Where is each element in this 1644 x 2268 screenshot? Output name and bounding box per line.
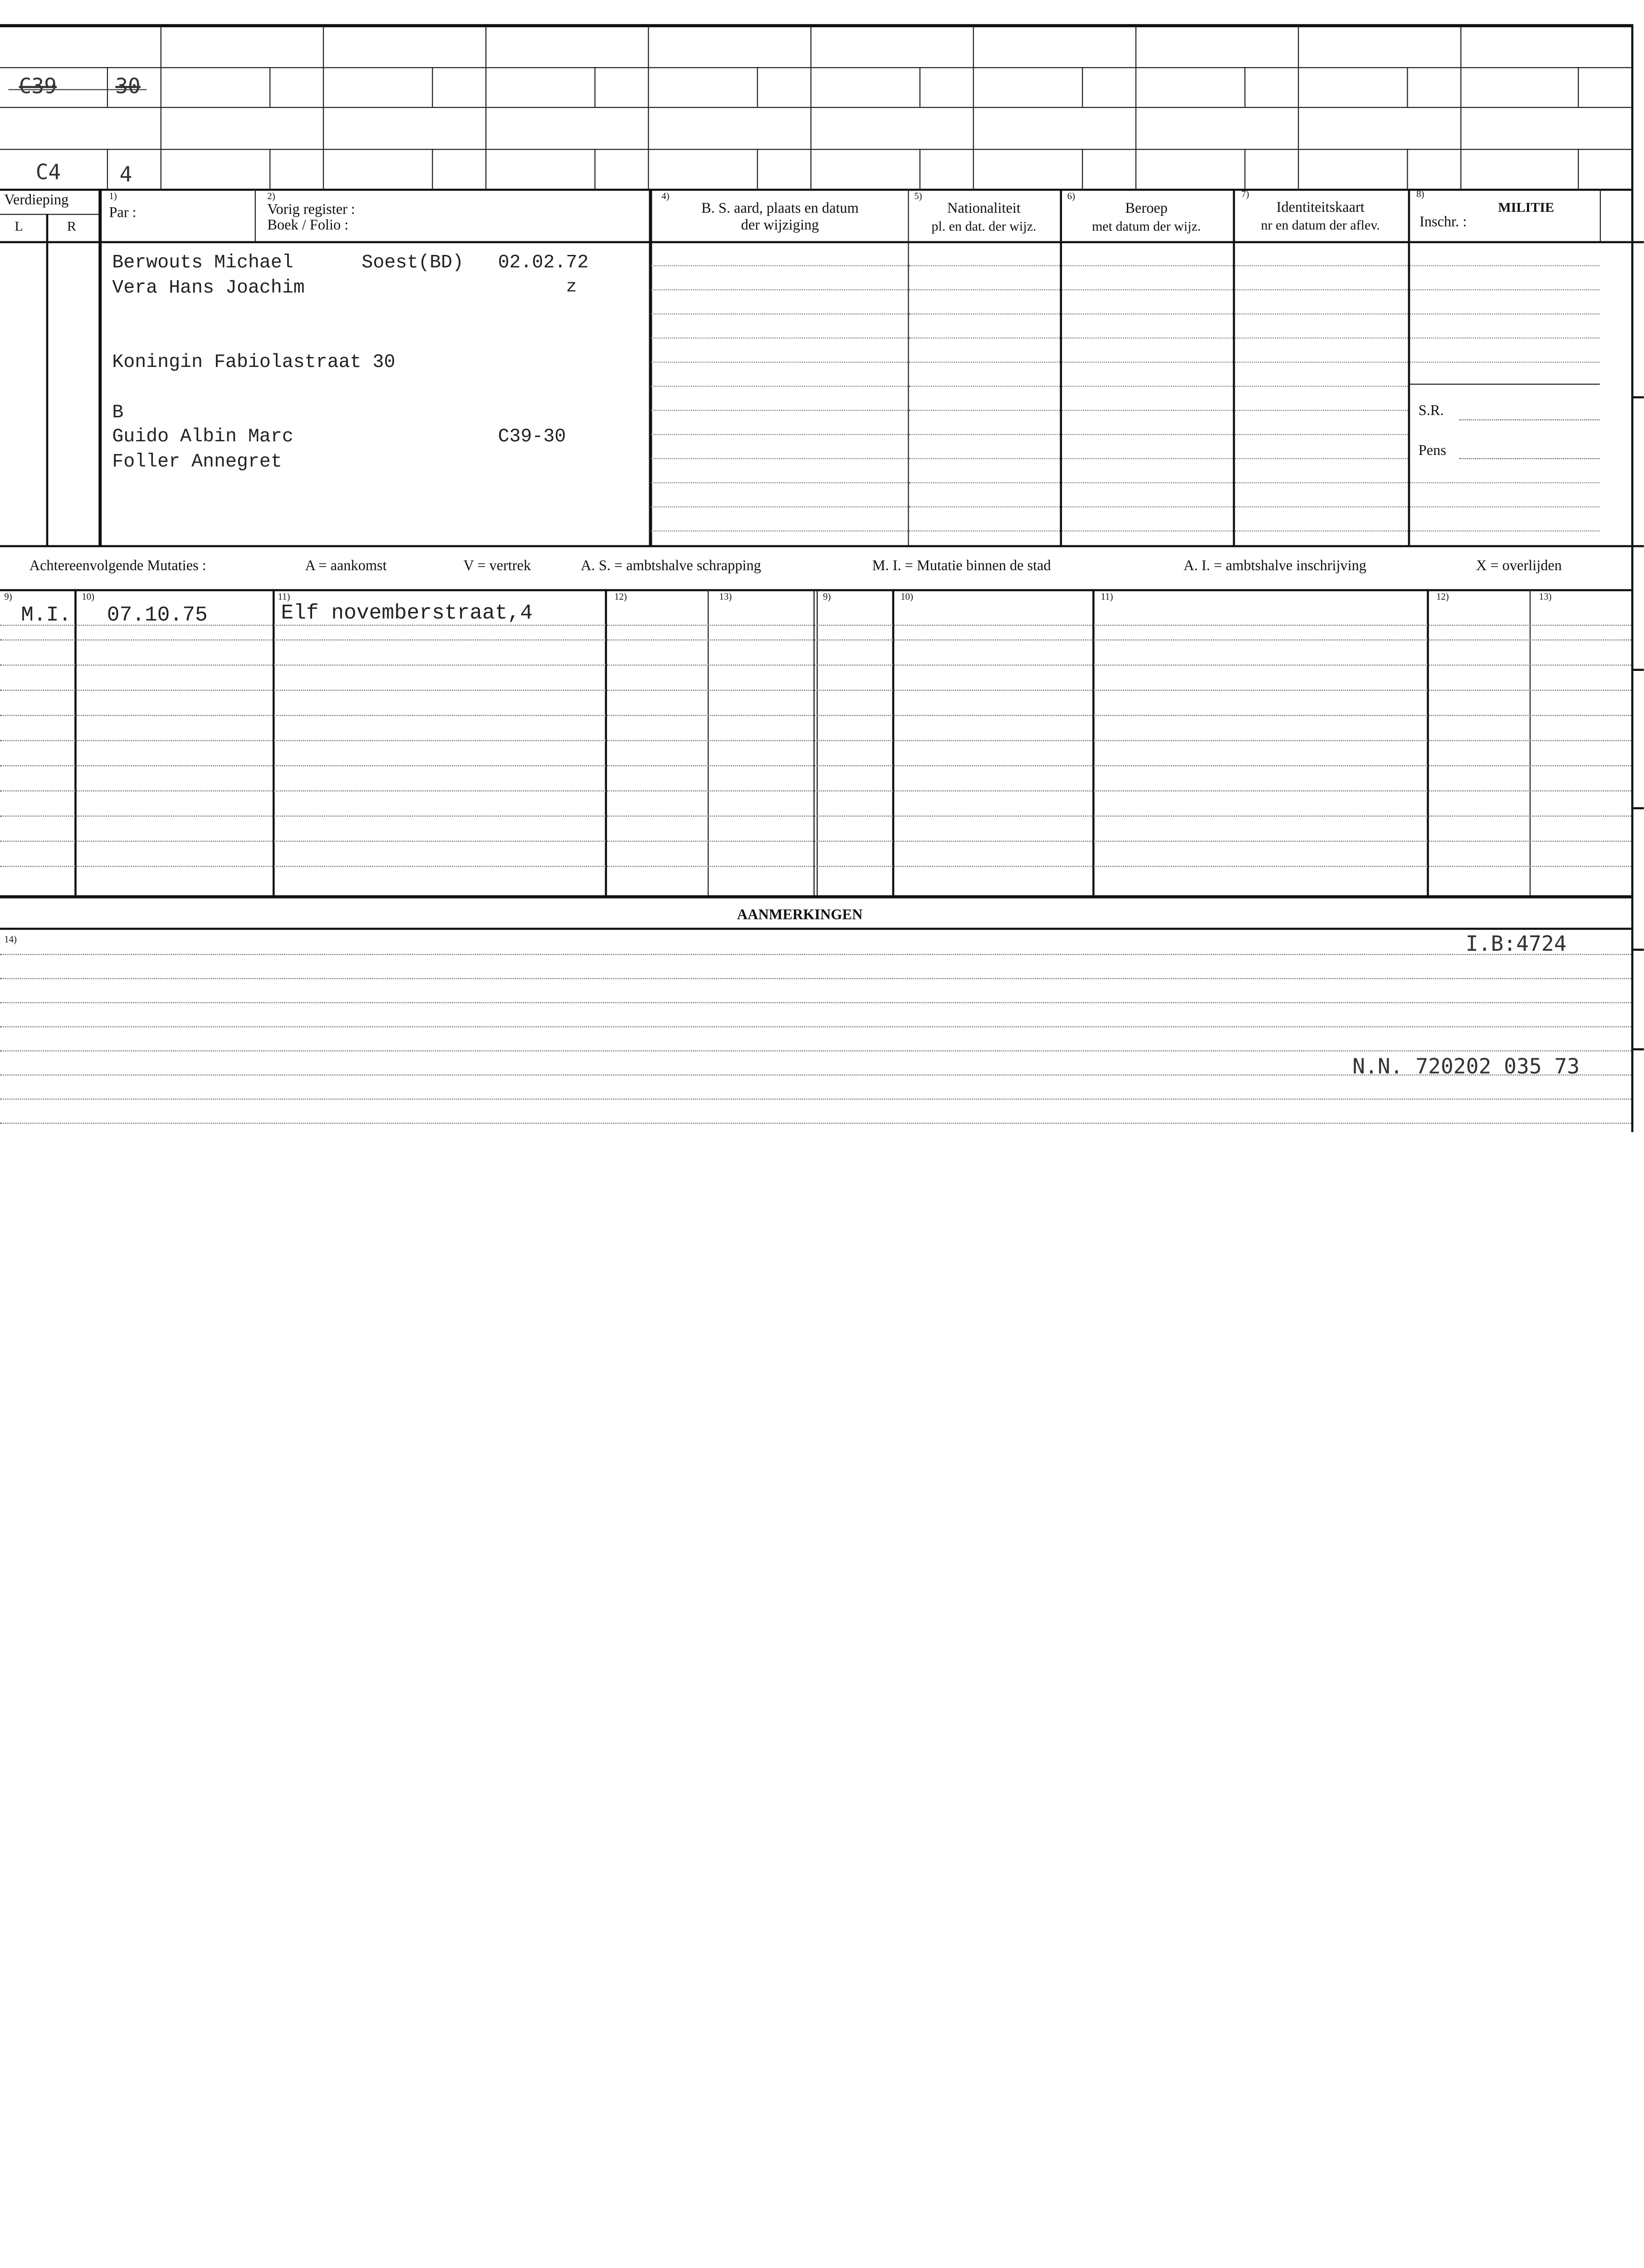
grid-line: [1530, 589, 1531, 895]
nat-number: 5): [914, 191, 922, 201]
ruled-line: [1062, 530, 1233, 531]
ruled-line: [1062, 482, 1233, 483]
col9-number: 9): [4, 591, 12, 602]
col9b-number: 9): [823, 591, 831, 602]
ruled-line: [1062, 410, 1233, 411]
grid-line: [908, 189, 909, 546]
beroep-number: 6): [1067, 191, 1075, 201]
sr-label: S.R.: [1418, 403, 1444, 420]
new-code: C4: [35, 159, 61, 185]
col12-number: 12): [614, 591, 627, 602]
grid-line: [1298, 26, 1299, 189]
legend-internal-move: M. I. = Mutatie binnen de stad: [872, 558, 1051, 575]
grid-line: [0, 107, 1631, 108]
bs-header: [652, 201, 908, 235]
legend-ex-officio-removal: A. S. = ambtshalve schrapping: [581, 558, 761, 575]
grid-line: [1600, 189, 1601, 241]
ruled-line: [1235, 434, 1408, 435]
legend-death: X = overlijden: [1476, 558, 1562, 575]
col10-number: 10): [82, 591, 94, 602]
ruled-line: [0, 690, 1631, 691]
ruled-line: [0, 978, 1631, 979]
ruled-line: [909, 289, 1060, 290]
grid-line: [0, 189, 1631, 191]
ruled-line: [1062, 265, 1233, 266]
ruled-line: [1410, 265, 1600, 266]
grid-line: [810, 26, 811, 189]
edge-tick: [1634, 948, 1644, 951]
right-label: R: [67, 218, 76, 234]
ruled-line: [1062, 337, 1233, 338]
id-header-line1: Identiteitskaart: [1276, 200, 1365, 216]
section-bottom: [0, 545, 1631, 547]
person-birthdate: 02.02.72: [498, 252, 589, 274]
ruled-line: [0, 740, 1631, 741]
nat-header: [908, 201, 1060, 235]
col13-number: 13): [719, 591, 732, 602]
grid-line: [1460, 26, 1461, 189]
mutation-date: 07.10.75: [107, 604, 208, 628]
person-status: B: [112, 402, 124, 424]
pens-label: Pens: [1418, 443, 1446, 459]
person-address: Koningin Fabiolastraat 30: [112, 352, 396, 373]
col13b-number: 13): [1539, 591, 1552, 602]
ruled-line: [651, 313, 908, 314]
vorig-register-label: Vorig register :: [267, 202, 355, 218]
militie-label: MILITIE: [1498, 199, 1554, 215]
grid-line: [269, 149, 270, 189]
grid-line: [1244, 67, 1245, 107]
card-right-edge: [1631, 24, 1634, 1132]
grid-line: [273, 589, 275, 895]
ruled-line: [909, 337, 1060, 338]
grid-line: [649, 189, 652, 546]
ruled-line: [1062, 434, 1233, 435]
grid-line: [98, 189, 102, 546]
grid-line: [1082, 149, 1083, 189]
remarks-title: AANMERKINGEN: [737, 908, 863, 924]
ruled-line: [1235, 506, 1408, 507]
ruled-line: [1235, 313, 1408, 314]
militie-divider: [1410, 384, 1600, 385]
ruled-line: [0, 625, 1631, 626]
ruled-line: [651, 506, 908, 507]
ruled-line: [0, 765, 1631, 766]
ruled-line: [1410, 289, 1600, 290]
ruled-line: [1410, 530, 1600, 531]
grid-line: [813, 589, 817, 895]
grid-line: [757, 67, 758, 107]
ruled-line: [0, 1002, 1631, 1003]
grid-line: [1578, 149, 1579, 189]
col12b-number: 12): [1436, 591, 1449, 602]
ruled-line: [651, 265, 908, 266]
national-number: N.N. 720202 035 73: [1352, 1053, 1580, 1079]
grid-line: [432, 67, 433, 107]
grid-line: [0, 149, 1631, 150]
ruled-line: [1235, 265, 1408, 266]
nat-header-line1: Nationaliteit: [947, 201, 1021, 217]
grid-line: [1092, 589, 1095, 895]
ruled-line: [1235, 337, 1408, 338]
grid-line: [1135, 26, 1136, 189]
ruled-line: [651, 289, 908, 290]
ruled-line: [909, 265, 1060, 266]
vorig-number: 2): [267, 191, 275, 201]
ib-reference: I.B:4724: [1465, 931, 1567, 956]
grid-line: [269, 67, 270, 107]
ruled-line: [1235, 530, 1408, 531]
col11-number: 11): [278, 591, 290, 602]
col11b-number: 11): [1101, 591, 1113, 602]
remarks-number: 14): [4, 934, 17, 945]
mutation-address: Elf novemberstraat,4: [281, 601, 533, 626]
person-birthplace: Soest(BD): [362, 252, 464, 274]
bs-header-line1: B. S. aard, plaats en datum: [701, 201, 859, 217]
grid-line: [1578, 67, 1579, 107]
grid-line: [757, 149, 758, 189]
ruled-line: [651, 410, 908, 411]
ruled-line: [0, 866, 1631, 867]
id-header: [1233, 200, 1408, 234]
ruled-line: [909, 313, 1060, 314]
legend-arrival: A = aankomst: [305, 558, 387, 575]
ruled-line: [909, 506, 1060, 507]
legend-ex-officio-registration: A. I. = ambtshalve inschrijving: [1184, 558, 1366, 575]
grid-line: [605, 589, 607, 895]
father-name: Guido Albin Marc: [112, 426, 294, 448]
ruled-line: [651, 458, 908, 459]
ruled-line: [0, 790, 1631, 791]
grid-line: [107, 149, 108, 189]
legend-departure: V = vertrek: [463, 558, 531, 575]
grid-line: [0, 214, 100, 215]
edge-tick: [1634, 807, 1644, 809]
ruled-line: [0, 1099, 1631, 1100]
inschr-label: Inschr. :: [1419, 215, 1467, 231]
par-number: 1): [109, 191, 117, 201]
ruled-line: [1235, 289, 1408, 290]
edge-tick: [1634, 241, 1644, 244]
grid-line: [74, 589, 77, 895]
legend-title: Achtereenvolgende Mutaties :: [29, 558, 206, 575]
beroep-header-line1: Beroep: [1125, 201, 1168, 217]
grid-line: [485, 26, 486, 189]
beroep-header-line2: met datum der wijz.: [1091, 218, 1201, 234]
father-reference: C39-30: [498, 426, 566, 448]
id-number: 7): [1241, 188, 1249, 200]
ruled-line: [0, 715, 1631, 716]
edge-tick: [1634, 669, 1644, 671]
beroep-header: [1060, 201, 1233, 235]
ruled-line: [651, 482, 908, 483]
ruled-line: [1410, 313, 1600, 314]
ruled-line: [1062, 313, 1233, 314]
remarks-header-bottom: [0, 928, 1631, 930]
ruled-line: [1235, 482, 1408, 483]
mutation-code: M.I.: [21, 604, 72, 628]
verdieping-label: Verdieping: [4, 193, 69, 209]
ruled-line: [909, 482, 1060, 483]
col10b-number: 10): [900, 591, 913, 602]
left-label: L: [15, 218, 23, 234]
top-border: [0, 24, 1631, 27]
ruled-line: [909, 410, 1060, 411]
grid-line: [432, 149, 433, 189]
new-number: 4: [119, 161, 132, 187]
ruled-line: [1410, 337, 1600, 338]
ruled-line: [651, 530, 908, 531]
person-name: Berwouts Michael: [112, 252, 294, 274]
grid-line: [1233, 189, 1235, 546]
grid-line: [0, 67, 1631, 68]
grid-line: [46, 214, 49, 546]
grid-line: [1060, 189, 1062, 546]
person-sex: z: [566, 278, 577, 298]
mutations-bottom: [0, 895, 1631, 899]
old-number: 30: [115, 73, 141, 99]
old-code: C39: [19, 73, 57, 99]
militie-number: 8): [1416, 188, 1424, 200]
grid-line: [594, 149, 595, 189]
ruled-line: [1235, 410, 1408, 411]
grid-line: [255, 189, 256, 241]
id-header-line2: nr en datum der aflev.: [1261, 217, 1380, 233]
edge-tick: [1634, 545, 1644, 547]
grid-line: [1427, 589, 1429, 895]
person-given-names: Vera Hans Joachim: [112, 278, 305, 299]
grid-line: [594, 67, 595, 107]
ruled-line: [0, 1123, 1631, 1124]
edge-tick: [1634, 396, 1644, 399]
pens-line: [1459, 458, 1600, 459]
grid-line: [1082, 67, 1083, 107]
grid-line: [1407, 67, 1408, 107]
grid-line: [648, 26, 649, 189]
ruled-line: [0, 1026, 1631, 1027]
grid-line: [107, 67, 108, 107]
bs-number: 4): [661, 191, 670, 201]
ruled-line: [1062, 289, 1233, 290]
ruled-line: [0, 954, 1631, 955]
grid-line: [1408, 189, 1410, 546]
mother-name: Foller Annegret: [112, 452, 282, 473]
nat-header-line2: pl. en dat. der wijz.: [931, 218, 1037, 234]
ruled-line: [909, 434, 1060, 435]
grid-line: [1407, 149, 1408, 189]
grid-line: [892, 589, 895, 895]
grid-line: [973, 26, 974, 189]
edge-tick: [1634, 1048, 1644, 1051]
grid-line: [1244, 149, 1245, 189]
ruled-line: [1062, 506, 1233, 507]
ruled-line: [1062, 458, 1233, 459]
boek-folio-label: Boek / Folio :: [267, 218, 349, 234]
ruled-line: [909, 458, 1060, 459]
ruled-line: [1410, 482, 1600, 483]
grid-line: [0, 241, 1631, 244]
bs-header-line2: der wijziging: [741, 218, 819, 234]
ruled-line: [1235, 458, 1408, 459]
ruled-line: [1410, 506, 1600, 507]
ruled-line: [651, 337, 908, 338]
ruled-line: [651, 434, 908, 435]
grid-line: [323, 26, 324, 189]
par-label: Par :: [109, 205, 137, 221]
ruled-line: [909, 530, 1060, 531]
grid-line: [708, 589, 709, 895]
sr-line: [1459, 419, 1600, 420]
